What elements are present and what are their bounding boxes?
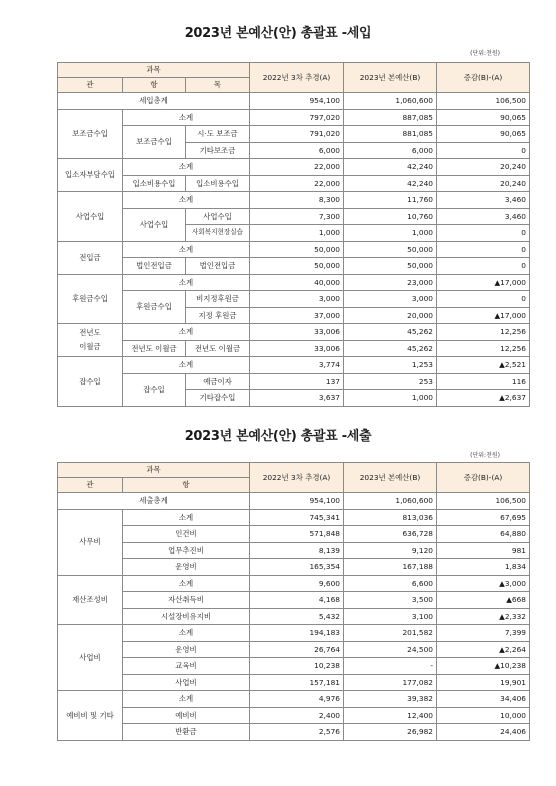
table-row [58,641,530,658]
subtotal-label: 소계 [123,241,250,258]
hang-cell: 업무추진비 [123,542,250,559]
diff-cell: ▲2,264 [437,641,530,658]
prev-cell: 40,000 [250,274,344,291]
gwan-cell: 사업수입 [58,192,123,242]
budget-cell: 12,400 [344,707,437,724]
mok-cell: 전년도 이월금 [186,340,250,357]
expense-title: 2023년 본예산(안) 총괄표 -세출 [184,429,372,444]
mok-cell: 사업수입 [186,208,250,225]
income-title: 2023년 본예산(안) 총괄표 -세입 [184,26,372,41]
prev-cell: 2,400 [250,707,344,724]
table-row [58,674,530,691]
hang-cell: 법인전입금 [123,258,186,275]
table-row [58,691,530,708]
subtotal-label: 소계 [123,357,250,374]
prev-cell: 5,432 [250,608,344,625]
mok-cell: 기타잡수입 [186,390,250,407]
hang-cell: 보조금수입 [123,126,186,159]
diff-cell: 10,000 [437,707,530,724]
diff-cell: 0 [437,258,530,275]
income-total-label: 세입총계 [58,93,250,110]
table-row [58,274,530,291]
diff-cell: 0 [437,291,530,308]
prev-cell: 8,300 [250,192,344,209]
hang-cell: 시설장비유지비 [123,608,250,625]
gwan-cell: 후원금수입 [58,274,123,324]
budget-cell: - [344,658,437,675]
budget-cell: 45,262 [344,324,437,341]
expense-header-hang: 항 [123,478,250,493]
diff-cell: ▲2,637 [437,390,530,407]
hang-cell: 후원금수입 [123,291,186,324]
diff-cell: 0 [437,241,530,258]
mok-cell: 사회복지현장실습 [186,225,250,242]
budget-cell: 6,000 [344,142,437,159]
gwan-cell [58,324,123,357]
budget-cell: 10,760 [344,208,437,225]
income-header-budget: 2023년 본예산(B) [344,63,437,93]
prev-cell: 3,637 [250,390,344,407]
budget-cell: 887,085 [344,109,437,126]
prev-cell: 1,000 [250,225,344,242]
prev-cell: 3,000 [250,291,344,308]
diff-cell: ▲17,000 [437,307,530,324]
prev-cell: 2,576 [250,724,344,741]
diff-cell: 24,406 [437,724,530,741]
hang-cell: 입소비용수입 [123,175,186,192]
table-row [58,109,530,126]
hang-cell: 운영비 [123,641,250,658]
budget-cell: 24,500 [344,641,437,658]
table-row [58,208,530,225]
budget-cell: 813,036 [344,509,437,526]
expense-header-row-1 [58,463,530,478]
budget-cell: 6,600 [344,575,437,592]
diff-cell: ▲668 [437,592,530,609]
table-row [58,373,530,390]
subtotal-label: 소계 [123,192,250,209]
income-total-prev: 954,100 [250,93,344,110]
hang-cell: 사업비 [123,674,250,691]
prev-cell: 4,976 [250,691,344,708]
table-row [58,192,530,209]
prev-cell: 797,020 [250,109,344,126]
diff-cell: 3,460 [437,192,530,209]
budget-cell: 11,760 [344,192,437,209]
hang-cell: 예비비 [123,707,250,724]
budget-cell: 3,100 [344,608,437,625]
income-header-mok: 목 [186,78,250,93]
budget-cell: 1,000 [344,390,437,407]
expense-header-budget: 2023년 본예산(B) [344,463,437,493]
diff-cell: ▲10,238 [437,658,530,675]
expense-unit-label: (단위:천원) [470,452,500,459]
budget-cell: 42,240 [344,175,437,192]
diff-cell: 1,834 [437,559,530,576]
income-unit-label: (단위:천원) [470,50,500,57]
diff-cell: ▲17,000 [437,274,530,291]
expense-header-diff: 증감(B)-(A) [437,463,530,493]
table-row [58,509,530,526]
table-row [58,608,530,625]
table-row [58,575,530,592]
mok-cell: 입소비용수입 [186,175,250,192]
prev-cell: 33,006 [250,340,344,357]
income-total-diff: 106,500 [437,93,530,110]
mok-cell: 지정 후원금 [186,307,250,324]
hang-cell: 소계 [123,691,250,708]
diff-cell: 67,695 [437,509,530,526]
subtotal-label: 소계 [123,159,250,176]
prev-cell: 165,354 [250,559,344,576]
budget-cell: 20,000 [344,307,437,324]
income-header-hang: 항 [123,78,186,93]
budget-cell: 39,382 [344,691,437,708]
gwan-cell: 예비비 및 기타 [58,691,123,741]
table-row [58,324,530,341]
gwan-cell: 사업비 [58,625,123,691]
hang-cell: 인건비 [123,526,250,543]
budget-cell: 9,120 [344,542,437,559]
gwan-cell: 사무비 [58,509,123,575]
diff-cell: 34,406 [437,691,530,708]
budget-cell: 42,240 [344,159,437,176]
budget-cell: 636,728 [344,526,437,543]
prev-cell: 8,139 [250,542,344,559]
prev-cell: 571,848 [250,526,344,543]
prev-cell: 745,341 [250,509,344,526]
prev-cell: 9,600 [250,575,344,592]
expense-header-category: 과목 [58,463,250,478]
table-row [58,707,530,724]
budget-cell: 167,188 [344,559,437,576]
prev-cell: 50,000 [250,241,344,258]
hang-cell: 사업수입 [123,208,186,241]
subtotal-label: 소계 [123,274,250,291]
table-row [58,724,530,741]
budget-cell: 50,000 [344,241,437,258]
table-row [58,258,530,275]
subtotal-label: 소계 [123,324,250,341]
income-header-diff: 증감(B)-(A) [437,63,530,93]
table-row [58,291,530,308]
table-row [58,159,530,176]
gwan-line-2: 이월금 [79,342,101,351]
diff-cell: 116 [437,373,530,390]
diff-cell: 0 [437,142,530,159]
hang-cell: 소계 [123,509,250,526]
mok-cell: 비지정후원금 [186,291,250,308]
prev-cell: 22,000 [250,175,344,192]
expense-total-budget: 1,060,600 [344,493,437,510]
prev-cell: 3,774 [250,357,344,374]
prev-cell: 10,238 [250,658,344,675]
budget-cell: 201,582 [344,625,437,642]
prev-cell: 22,000 [250,159,344,176]
hang-cell: 소계 [123,625,250,642]
table-row [58,592,530,609]
expense-table [57,462,530,741]
prev-cell: 4,168 [250,592,344,609]
hang-cell: 교육비 [123,658,250,675]
table-row [58,559,530,576]
hang-cell: 전년도 이월금 [123,340,186,357]
table-row [58,542,530,559]
diff-cell: 20,240 [437,175,530,192]
table-row [58,357,530,374]
mok-cell: 시·도 보조금 [186,126,250,143]
expense-header-prev: 2022년 3차 추경(A) [250,463,344,493]
budget-cell: 1,253 [344,357,437,374]
budget-cell: 3,000 [344,291,437,308]
prev-cell: 194,183 [250,625,344,642]
prev-cell: 137 [250,373,344,390]
income-table [57,62,530,407]
income-header-row-1 [58,63,530,78]
income-total-row [58,93,530,110]
diff-cell: 12,256 [437,340,530,357]
gwan-cell: 전입금 [58,241,123,274]
budget-cell: 3,500 [344,592,437,609]
diff-cell: ▲2,521 [437,357,530,374]
table-row [58,175,530,192]
prev-cell: 37,000 [250,307,344,324]
budget-cell: 1,000 [344,225,437,242]
hang-cell: 소계 [123,575,250,592]
prev-cell: 33,006 [250,324,344,341]
diff-cell: 64,880 [437,526,530,543]
table-row [58,526,530,543]
diff-cell: 20,240 [437,159,530,176]
diff-cell: 981 [437,542,530,559]
diff-cell: 90,065 [437,109,530,126]
gwan-cell: 입소자부담수입 [58,159,123,192]
table-row [58,126,530,143]
expense-total-prev: 954,100 [250,493,344,510]
income-total-budget: 1,060,600 [344,93,437,110]
prev-cell: 50,000 [250,258,344,275]
income-header-category: 과목 [58,63,250,78]
diff-cell: 12,256 [437,324,530,341]
budget-cell: 881,085 [344,126,437,143]
budget-cell: 50,000 [344,258,437,275]
table-row [58,340,530,357]
mok-cell: 법인전입금 [186,258,250,275]
gwan-line-1: 전년도 [79,327,101,337]
mok-cell: 예금이자 [186,373,250,390]
expense-total-label: 세출총계 [58,493,250,510]
gwan-cell: 재산조성비 [58,575,123,625]
prev-cell: 791,020 [250,126,344,143]
hang-cell: 운영비 [123,559,250,576]
gwan-cell: 보조금수입 [58,109,123,159]
prev-cell: 157,181 [250,674,344,691]
mok-cell: 기타보조금 [186,142,250,159]
hang-cell: 자산취득비 [123,592,250,609]
income-header-gwan: 관 [58,78,123,93]
income-header-prev: 2022년 3차 추경(A) [250,63,344,93]
subtotal-label: 소계 [123,109,250,126]
budget-cell: 26,982 [344,724,437,741]
prev-cell: 6,000 [250,142,344,159]
prev-cell: 7,300 [250,208,344,225]
table-row [58,625,530,642]
diff-cell: 19,901 [437,674,530,691]
diff-cell: 3,460 [437,208,530,225]
budget-cell: 45,262 [344,340,437,357]
diff-cell: 0 [437,225,530,242]
gwan-cell: 잡수입 [58,357,123,407]
expense-total-diff: 106,500 [437,493,530,510]
expense-total-row [58,493,530,510]
table-row [58,241,530,258]
diff-cell: ▲2,332 [437,608,530,625]
budget-cell: 177,082 [344,674,437,691]
diff-cell: 90,065 [437,126,530,143]
hang-cell: 반환금 [123,724,250,741]
hang-cell: 잡수입 [123,373,186,406]
diff-cell: 7,399 [437,625,530,642]
table-row [58,658,530,675]
prev-cell: 26,764 [250,641,344,658]
diff-cell: ▲3,000 [437,575,530,592]
expense-header-gwan: 관 [58,478,123,493]
budget-cell: 23,000 [344,274,437,291]
budget-cell: 253 [344,373,437,390]
